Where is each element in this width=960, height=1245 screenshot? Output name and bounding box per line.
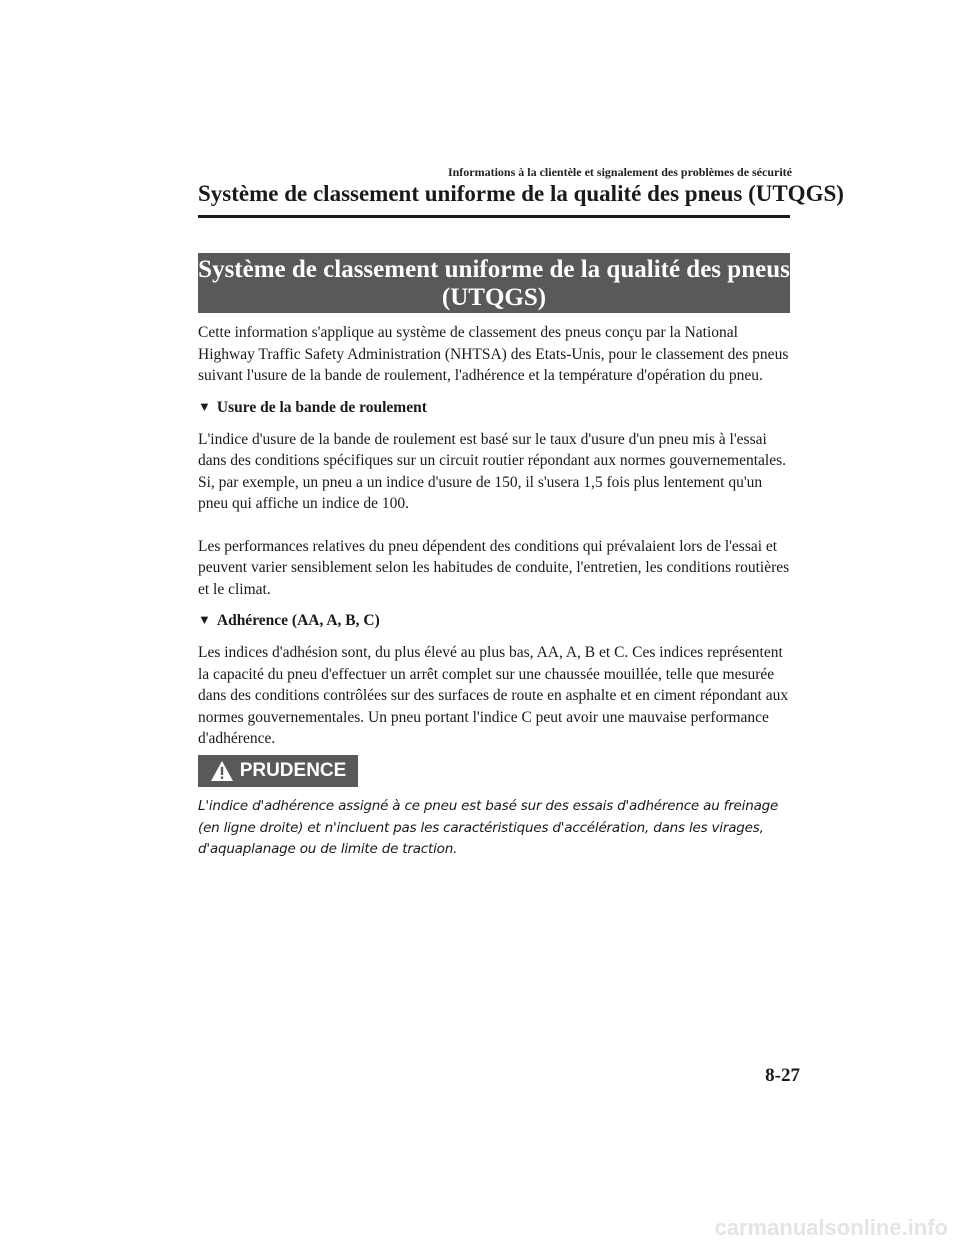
intro-paragraph: Cette information s'applique au système de classement des pneus conçu par la National Highway Traffic Safety Administration (NHTSA) des Etats-Unis, pour le classement des pneus suivant l'usure de la bande de roulement, l'adhérence et la température d'opération du pneu. (198, 324, 789, 384)
triangle-down-icon: ▼ (198, 398, 211, 414)
section-title-banner (198, 253, 790, 313)
watermark: carmanualsonline.info (714, 1215, 948, 1240)
treadwear-paragraph-1: L'indice d'usure de la bande de roulement est basé sur le taux d'usure d'un pneu mis à l'essai dans des conditions spécifiques sur un circuit routier répondant aux normes gouvernementales. (198, 430, 786, 469)
header-rule (198, 215, 790, 218)
warning-triangle-icon (210, 760, 234, 782)
section-title-line2: (UTQGS) (441, 284, 547, 311)
traction-paragraph: Les indices d'adhésion sont, du plus élevé au plus bas, AA, A, B et C. Ces indices représentent la capacité du pneu d'effectuer un arrêt complet sur une chaussée mouillée, telle que mesurée dans des conditions contrôlées sur des surfaces de route en asphalte et en ciment répondant aux normes gouvernementales. Un pneu portant l'indice C peut avoir une mauvaise performance d'adhérence. (198, 644, 789, 747)
treadwear-paragraph-3: Les performances relatives du pneu dépendent des conditions qui prévalaient lors de l'essai et peuvent varier sensiblement selon les habitudes de conduite, l'entretien, les conditions routières et le climat. (198, 537, 790, 598)
treadwear-paragraph-2: Si, par exemple, un pneu a un indice d'usure de 150, il s'usera 1,5 fois plus lentement qu'un pneu qui affiche un indice de 100. (198, 473, 763, 512)
triangle-down-icon: ▼ (198, 612, 211, 627)
content-body (198, 322, 790, 750)
caution-label: PRUDENCE (239, 760, 347, 781)
traction-heading-text: Adhérence (AA, A, B, C) (216, 612, 380, 629)
traction-heading (198, 610, 790, 632)
running-head: Informations à la clientèle et signalement des problèmes de sécurité (447, 165, 792, 179)
caution-label-box (198, 755, 358, 787)
treadwear-heading-text: Usure de la bande de roulement (216, 398, 427, 416)
treadwear-heading (198, 397, 790, 419)
page-number: 8-27 (765, 1065, 800, 1086)
section-title-line1: Système de classement uniforme de la qualité des pneus (198, 256, 790, 283)
caution-text: L'indice d'adhérence assigné à ce pneu est basé sur des essais d'adhérence au freinage (en ligne droite) et n'incluent pas les caractéristiques d'accélération, dans les virages, d'aquaplanage ou de limite de traction. (198, 798, 779, 857)
header-title: Système de classement uniforme de la qualité des pneus (UTQGS) (198, 181, 844, 206)
